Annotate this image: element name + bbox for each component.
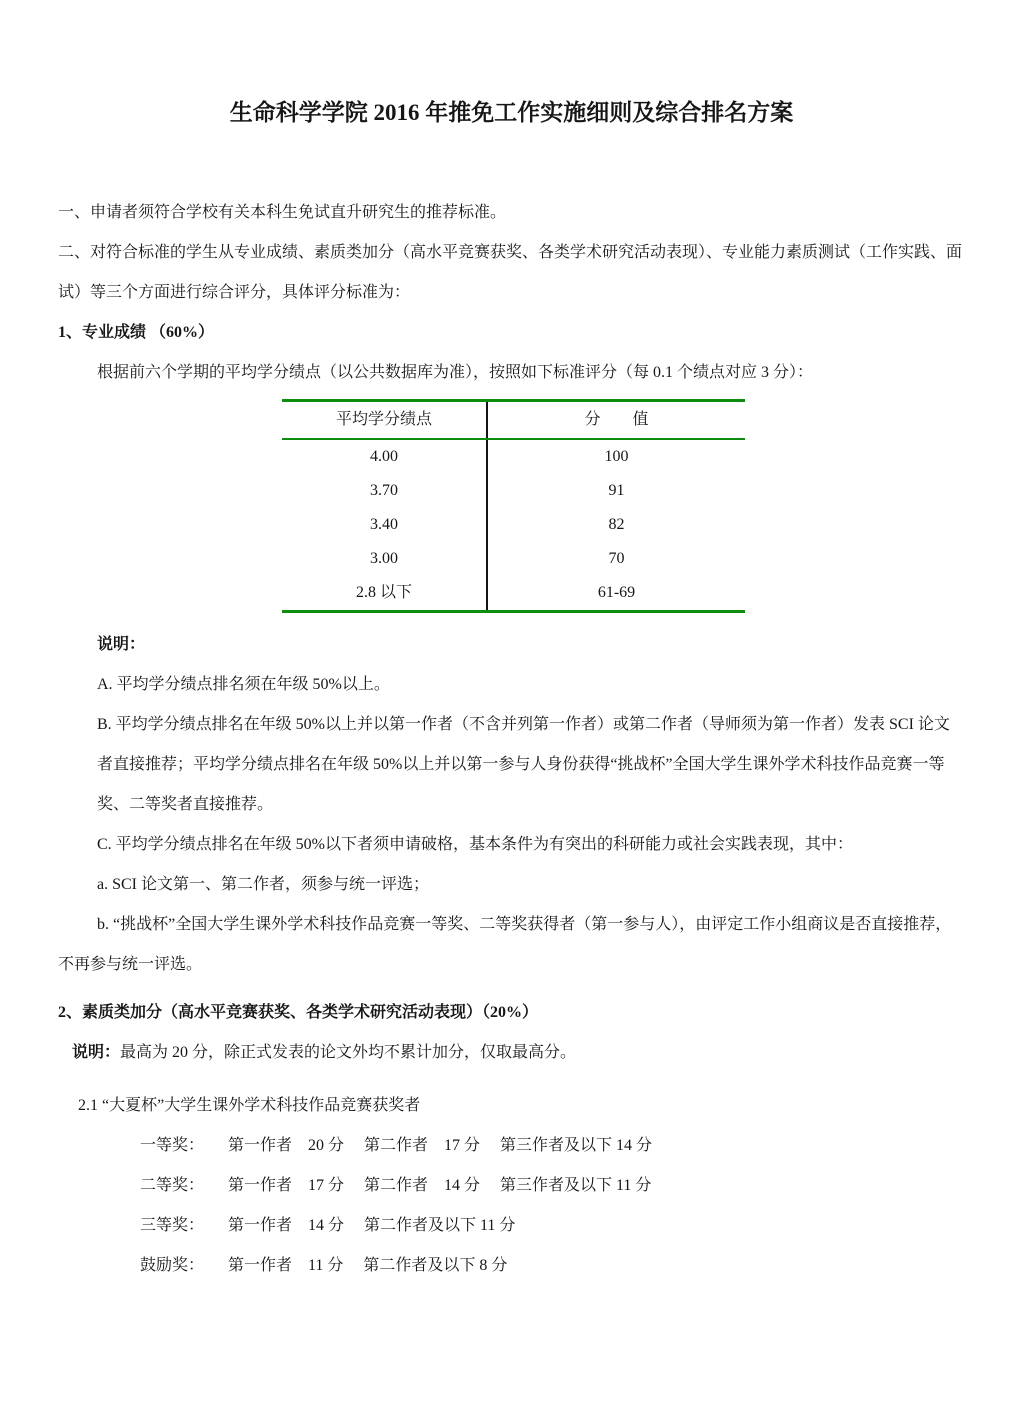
section2-note: [72, 1033, 965, 1073]
award-line-encouragement-prize: [140, 1246, 965, 1286]
award-label: 一等奖：: [140, 1137, 205, 1154]
table-cell-score: 70: [608, 550, 625, 567]
gpa-score-table: [282, 399, 745, 613]
table-cell-score: 61-69: [597, 584, 636, 601]
table-cell-gpa: 3.40: [282, 508, 488, 542]
award-line-second-prize: [140, 1166, 965, 1206]
table-header-score: 分 值: [584, 411, 649, 428]
section1-notes: [58, 665, 965, 985]
table-cell-score: 82: [608, 516, 625, 533]
award-line-first-prize: [140, 1126, 965, 1166]
award-label: 鼓励奖：: [140, 1257, 205, 1274]
table-row: [282, 576, 745, 610]
table-row: [282, 542, 745, 576]
note-a-sub: a. SCI 论文第一、第二作者，须参与统一评选；: [97, 876, 430, 893]
document-page: [0, 97, 1024, 1286]
intro-paragraph-1: 一、申请者须符合学校有关本科生免试直升研究生的推荐标准。: [58, 204, 507, 221]
note-a: A. 平均学分绩点排名须在年级 50%以上。: [97, 676, 390, 693]
table-cell-gpa: 2.8 以下: [282, 576, 488, 610]
table-cell-gpa: 4.00: [282, 440, 488, 474]
section2-heading: 2、素质类加分（高水平竞赛获奖、各类学术研究活动表现）（20%）: [58, 1004, 539, 1021]
section2-note-label: 说明：: [72, 1044, 121, 1061]
note-b-sub: b. “挑战杯”全国大学生课外学术科技作品竞赛一等奖、二等奖获得者（第一参与人），由评定工作小组商议是否直接推荐，不再参与统一评选。: [58, 916, 952, 973]
award-detail: 第一作者 20 分 第二作者 17 分 第三作者及以下 14 分: [228, 1137, 653, 1154]
section2-1-subheading: 2.1 “大夏杯”大学生课外学术科技作品竞赛获奖者: [78, 1097, 421, 1114]
table-cell-gpa: 3.70: [282, 474, 488, 508]
award-line-third-prize: [140, 1206, 965, 1246]
section1-heading: 1、专业成绩 （60%）: [58, 324, 215, 341]
table-header-row: [282, 402, 745, 440]
award-detail: 第一作者 11 分 第二作者及以下 8 分: [228, 1257, 508, 1274]
table-cell-score: 91: [608, 482, 625, 499]
section1-intro: 根据前六个学期的平均学分绩点（以公共数据库为准），按照如下标准评分（每 0.1 个绩点对应 3 分）：: [97, 364, 814, 381]
award-label: 三等奖：: [140, 1217, 205, 1234]
section2-note-text: 最高为 20 分，除正式发表的论文外均不累计加分，仅取最高分。: [120, 1044, 577, 1061]
note-c: C. 平均学分绩点排名在年级 50%以下者须申请破格，基本条件为有突出的科研能力或社会实践表现，其中：: [97, 836, 854, 853]
table-cell-gpa: 3.00: [282, 542, 488, 576]
section1-notes-label: 说明：: [97, 636, 146, 653]
table-header-gpa: 平均学分绩点: [282, 402, 488, 438]
award-detail: 第一作者 14 分 第二作者及以下 11 分: [228, 1217, 516, 1234]
table-cell-score: 100: [604, 448, 629, 465]
table-row: [282, 440, 745, 474]
page-title: 生命科学学院 2016 年推免工作实施细则及综合排名方案: [229, 100, 794, 125]
award-label: 二等奖：: [140, 1177, 205, 1194]
note-b: B. 平均学分绩点排名在年级 50%以上并以第一作者（不含并列第一作者）或第二作者（导师须为第一作者）发表 SCI 论文者直接推荐；平均学分绩点排名在年级 50%以上并以第一参与人身份获得“挑战杯”全国大学生课外学术科技作品竞赛一等奖、二等奖者直接推荐。: [97, 716, 950, 813]
intro-paragraph-2: 二、对符合标准的学生从专业成绩、素质类加分（高水平竞赛获奖、各类学术研究活动表现）、专业能力素质测试（工作实践、面试）等三个方面进行综合评分，具体评分标准为：: [58, 244, 963, 301]
award-detail: 第一作者 17 分 第二作者 14 分 第三作者及以下 11 分: [228, 1177, 652, 1194]
table-row: [282, 508, 745, 542]
table-row: [282, 474, 745, 508]
